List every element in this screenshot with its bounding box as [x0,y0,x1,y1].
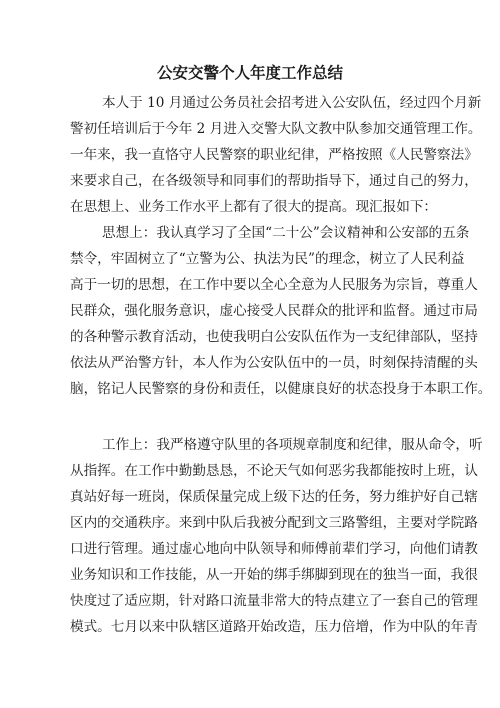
text-line: 依法从严治警方针，本人作为公安队伍中的一员，时刻保持清醒的头 [70,355,478,371]
text-line: 从指挥。在工作中勤勤恳恳，不论天气如何恶劣我都能按时上班，认 [70,463,478,479]
text-line: 民群众，强化服务意识，虚心接受人民群众的批评和监督。通过市局 [70,303,478,319]
text-line: 口进行管理。通过虚心地向中队领导和师傅前辈们学习，向他们请教 [70,541,478,557]
document-title: 公安交警个人年度工作总结 [156,64,343,82]
text-line: 业务知识和工作技能，从一开始的绑手绑脚到现在的独当一面，我很 [70,567,478,583]
text-line: 警初任培训后于今年 2 月进入交警大队文教中队参加交通管理工作。 [70,121,482,137]
text-line: 模式。七月以来中队辖区道路开始改造，压力倍增，作为中队的年青 [70,619,478,635]
text-line: 高于一切的思想，在工作中要以全心全意为人民服务为宗旨，尊重人 [70,277,478,293]
text-line: 本人于 10 月通过公务员社会招考进入公安队伍，经过四个月新 [102,95,482,111]
text-line: 工作上：我严格遵守队里的各项规章制度和纪律，服从命令，听 [102,437,483,453]
text-line: 快度过了适应期，针对路口流量非常大的特点建立了一套自己的管理 [70,593,478,609]
text-line: 的各种警示教育活动，也使我明白公安队伍作为一支纪律部队，坚持 [70,329,478,345]
text-line: 脑，铭记人民警察的身份和责任，以健康良好的状态投身于本职工作。 [70,381,492,397]
text-line: 真站好每一班岗，保质保量完成上级下达的任务，努力维护好自己辖 [70,489,478,505]
text-line: 一年来，我一直恪守人民警察的职业纪律，严格按照《人民警察法》 [70,147,478,163]
text-line: 区内的交通秩序。来到中队后我被分配到文三路警组，主要对学院路 [70,515,478,531]
text-line: 在思想上、业务工作水平上都有了很大的提高。现汇报如下： [70,199,438,215]
text-line: 禁令，牢固树立了“立警为公、执法为民”的理念，树立了人民利益 [70,251,465,267]
text-line: 来要求自己，在各级领导和同事们的帮助指导下，通过自己的努力， [70,173,478,189]
text-line: 思想上：我认真学习了全国“二十公”会议精神和公安部的五条 [102,225,470,241]
